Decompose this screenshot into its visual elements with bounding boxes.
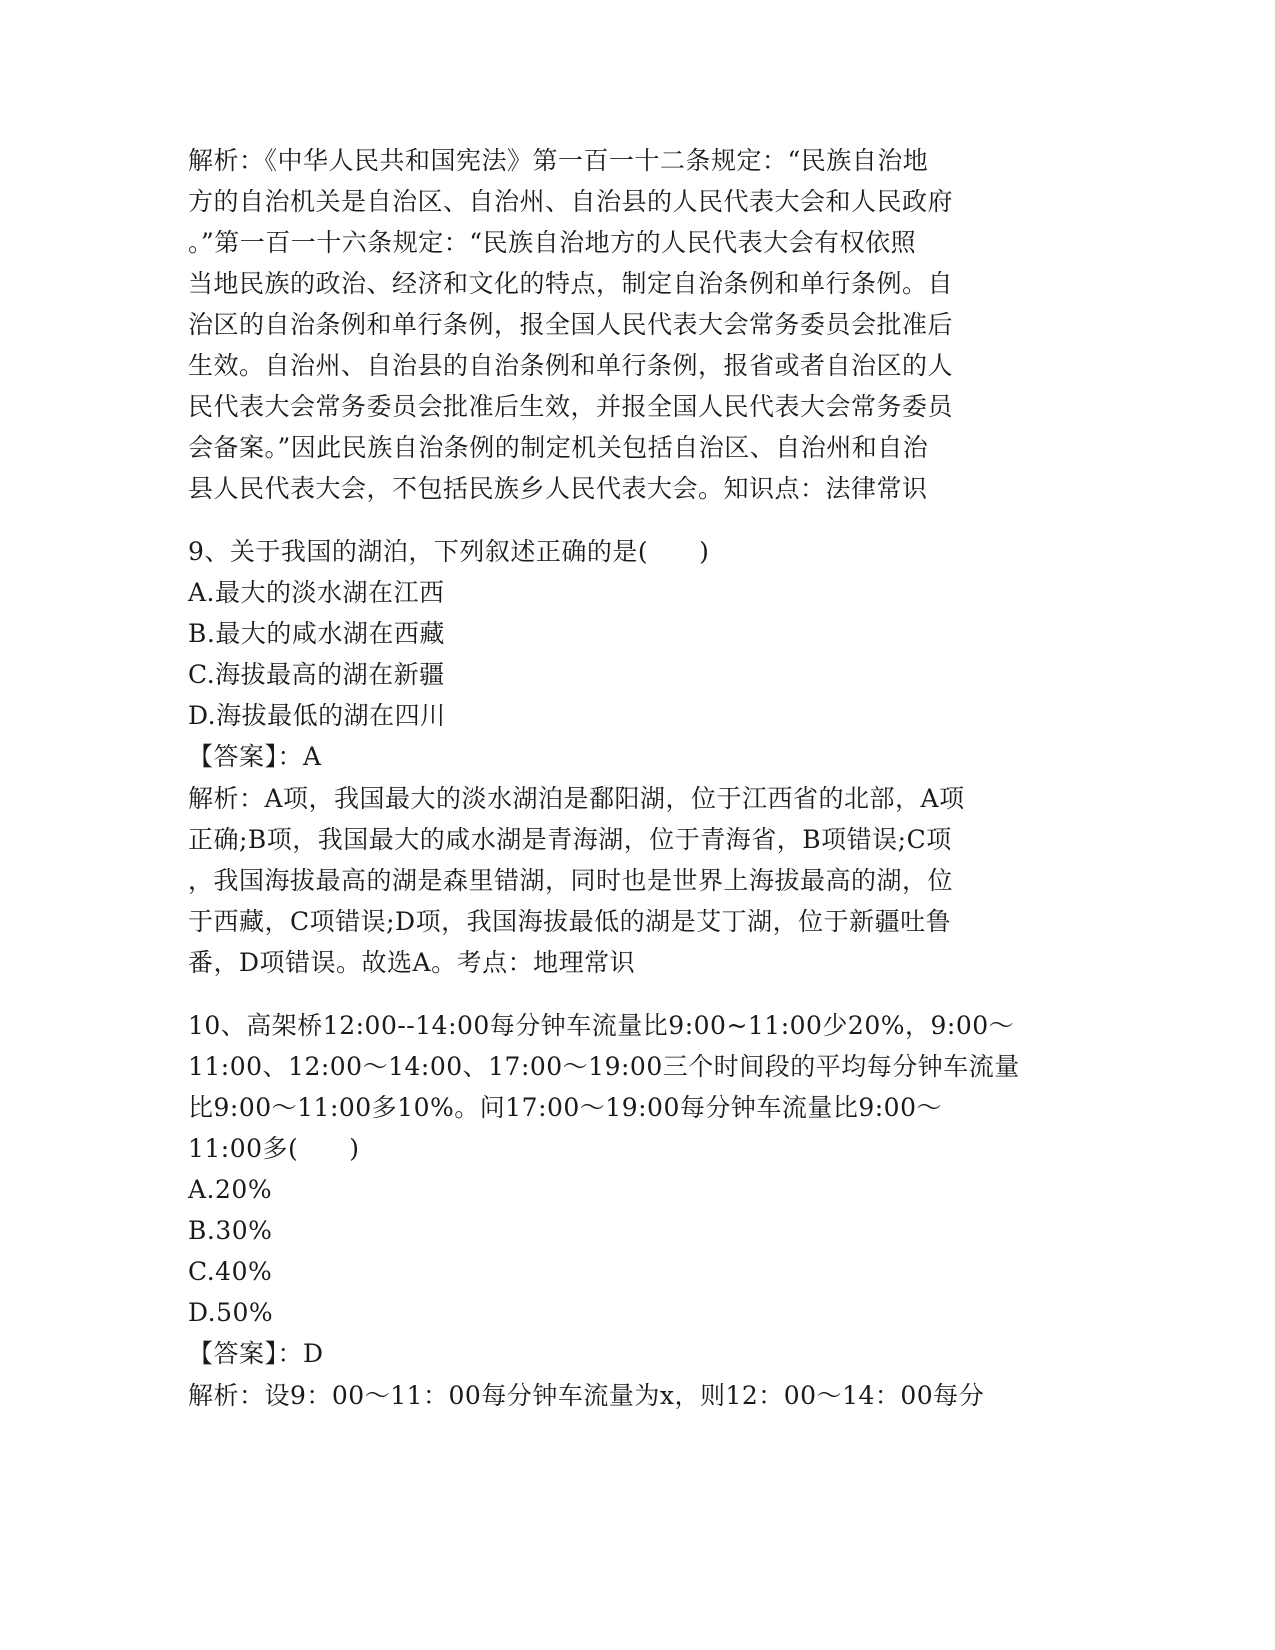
question-text: 比9:00～11:00多10%。问17:00～19:00每分钟车流量比9:00～ (188, 1093, 942, 1122)
question-text: 11:00多( ) (188, 1134, 360, 1163)
question-text: 9、关于我国的湖泊，下列叙述正确的是( ) (188, 537, 710, 566)
option-d: D.50% (188, 1298, 274, 1327)
question-text: 11:00、12:00～14:00、17:00～19:00三个时间段的平均每分钟车流量 (188, 1052, 1020, 1081)
analysis-line: 治区的自治条例和单行条例，报全国人民代表大会常务委员会批准后 (188, 310, 954, 339)
analysis-line: 番，D项错误。故选A。考点：地理常识 (188, 948, 636, 977)
analysis-line: 县人民代表大会，不包括民族乡人民代表大会。知识点：法律常识 (188, 474, 928, 503)
option-c: C.40% (188, 1257, 273, 1286)
option-c: C.海拔最高的湖在新疆 (188, 660, 445, 689)
question-text: 10、高架桥12:00--14:00每分钟车流量比9:00~11:00少20%，9:00～ (188, 1011, 1015, 1040)
analysis-line: 。”第一百一十六条规定：“民族自治地方的人民代表大会有权依照 (188, 228, 917, 257)
analysis-line: 民代表大会常务委员会批准后生效，并报全国人民代表大会常务委员 (188, 392, 954, 421)
option-d: D.海拔最低的湖在四川 (188, 701, 446, 730)
analysis-line: 生效。自治州、自治县的自治条例和单行条例，报省或者自治区的人 (188, 351, 954, 380)
option-a: A.20% (188, 1175, 273, 1204)
analysis-line: 解析：设9：00～11：00每分钟车流量为x，则12：00～14：00每分 (188, 1381, 985, 1410)
analysis-line: 解析：《中华人民共和国宪法》第一百一十二条规定：“民族自治地 (188, 146, 929, 175)
answer-label: 【答案】：D (188, 1339, 324, 1368)
option-b: B.30% (188, 1216, 273, 1245)
analysis-line: 于西藏，C项错误;D项，我国海拔最低的湖是艾丁湖，位于新疆吐鲁 (188, 907, 952, 936)
analysis-line: 方的自治机关是自治区、自治州、自治县的人民代表大会和人民政府 (188, 187, 954, 216)
analysis-line: 会备案。”因此民族自治条例的制定机关包括自治区、自治州和自治 (188, 433, 929, 462)
analysis-line: ，我国海拔最高的湖是森里错湖，同时也是世界上海拔最高的湖，位 (188, 866, 954, 895)
analysis-line: 解析：A项，我国最大的淡水湖泊是鄱阳湖，位于江西省的北部，A项 (188, 784, 965, 813)
answer-label: 【答案】：A (188, 742, 322, 771)
analysis-line: 正确;B项，我国最大的咸水湖是青海湖，位于青海省，B项错误;C项 (188, 825, 952, 854)
analysis-line: 当地民族的政治、经济和文化的特点，制定自治条例和单行条例。自 (188, 269, 954, 298)
option-a: A.最大的淡水湖在江西 (188, 578, 445, 607)
option-b: B.最大的咸水湖在西藏 (188, 619, 445, 648)
